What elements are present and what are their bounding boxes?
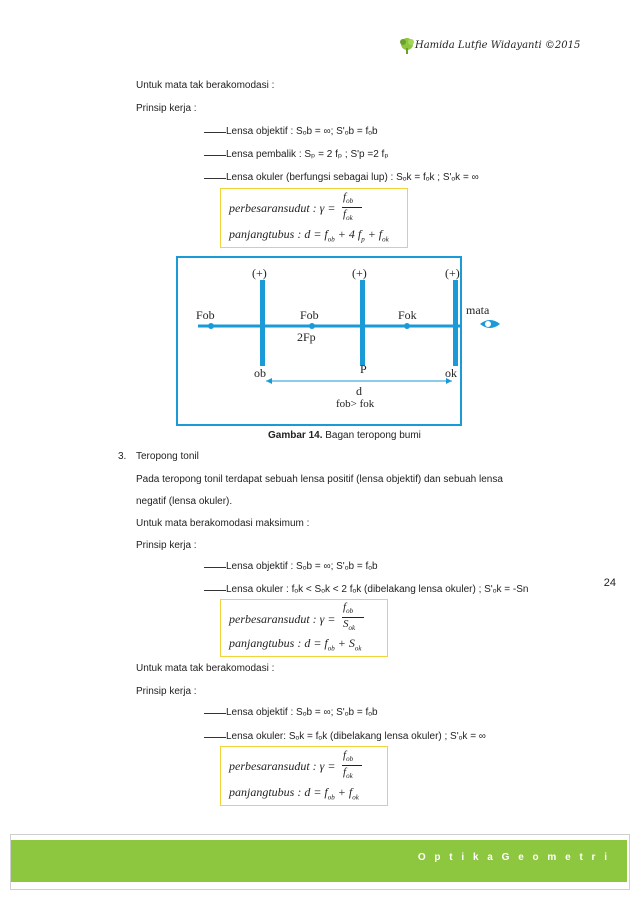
section4-bullet-1: Lensa objektif : Sₒb = ∞; S'ₒb = fₒb	[226, 707, 378, 718]
section1-bullet-2: Lensa pembalik : Sₚ = 2 fₚ ; S'p =2 fₚ	[226, 149, 389, 160]
diagram-condition: fob> fok	[336, 398, 375, 410]
diagram-fob-left: Fob	[196, 308, 215, 322]
diagram-fok: Fok	[398, 308, 417, 322]
diagram-d: d	[356, 384, 362, 398]
bullet-dash	[204, 155, 226, 156]
section3-para-line2: negatif (lensa okuler).	[136, 496, 233, 507]
section1-heading: Untuk mata tak berakomodasi :	[136, 80, 275, 91]
formula-box-1	[220, 188, 408, 248]
page-number: 24	[603, 577, 616, 589]
diagram-plus-1: (+)	[252, 266, 267, 280]
formula-tube-length: panjangtubus : $d = f_{ob} + 4$ $f_p + f_{ok}$	[229, 227, 389, 244]
formula-tube-length: panjangtubus : $d = f_{ob} + S_{ok}$	[229, 636, 362, 653]
figure-caption: Gambar 14. Bagan teropong bumi	[268, 430, 421, 441]
leaf-logo-icon	[398, 36, 416, 54]
header-author: Hamida Lutfie Widayanti ©2015	[415, 40, 581, 51]
diagram-ok: ok	[445, 366, 457, 380]
section1-bullet-3: Lensa okuler (berfungsi sebagai lup) : Sₒk = fₒk ; S'ₒk = ∞	[226, 172, 479, 183]
section4-heading: Untuk mata tak berakomodasi :	[136, 663, 275, 674]
diagram-ob: ob	[254, 366, 266, 380]
formula-box-2: perbesaransudut : γ = $f_{ob}$ $S_{ok}$ panjangtubus : $d = f_{ob} + S_{ok}$	[220, 599, 388, 657]
eye-icon	[478, 316, 502, 332]
bullet-dash	[204, 737, 226, 738]
section3-number: 3.	[118, 451, 127, 462]
diagram-plus-2: (+)	[352, 266, 367, 280]
section4-bullet-2: Lensa okuler: Sₒk = fₒk (dibelakang lensa okuler) ; S'ₒk = ∞	[226, 731, 486, 742]
bullet-dash	[204, 132, 226, 133]
section3-principle: Prinsip kerja :	[136, 540, 197, 551]
bullet-dash	[204, 567, 226, 568]
formula-box-3: perbesaransudut : γ = $f_{ob}$ $f_{ok}$ panjangtubus : $d = f_{ob} + f_{ok}$	[220, 746, 388, 806]
section1-principle: Prinsip kerja :	[136, 103, 197, 114]
section3-bullet-1: Lensa objektif : Sₒb = ∞; S'ₒb = fₒb	[226, 561, 378, 572]
formula-magnification: perbesaransudut : γ =	[229, 759, 336, 773]
formula-tube-length: panjangtubus : $d = f_{ob} + f_{ok}$	[229, 785, 359, 802]
frac-denominator: f	[343, 208, 347, 220]
section4-principle: Prinsip kerja :	[136, 686, 197, 697]
diagram-2fp: 2Fp	[297, 330, 316, 344]
formula-magnification: perbesaransudut : γ =	[229, 612, 336, 626]
diagram-mata: mata	[466, 303, 490, 317]
diagram-p: P	[360, 362, 367, 376]
section3-para-line1: Pada teropong tonil terdapat sebuah lensa positif (lensa objektif) dan sebuah lensa	[136, 474, 503, 485]
formula-magnification: perbesaransudut : γ =	[229, 201, 336, 215]
frac-numerator-sub: ob	[346, 197, 354, 206]
section3-heading: Untuk mata berakomodasi maksimum :	[136, 518, 310, 529]
section3-title: Teropong tonil	[136, 451, 199, 462]
diagram-plus-3: (+)	[445, 266, 460, 280]
frac-numerator: f	[343, 191, 347, 203]
bullet-dash	[204, 178, 226, 179]
section1-bullet-1: Lensa objektif : Sₒb = ∞; S'ₒb = fₒb	[226, 126, 378, 137]
diagram-fob-mid: Fob	[300, 308, 319, 322]
section3-bullet-2: Lensa okuler : fₒk < Sₒk < 2 fₒk (dibelakang lensa okuler) ; S'ₒk = -Sn	[226, 584, 529, 595]
frac-denominator-sub: ok	[346, 214, 353, 223]
footer-title: O p t i k a G e o m e t r i	[417, 852, 610, 863]
telescope-diagram	[176, 256, 462, 426]
bullet-dash	[204, 713, 226, 714]
bullet-dash	[204, 590, 226, 591]
